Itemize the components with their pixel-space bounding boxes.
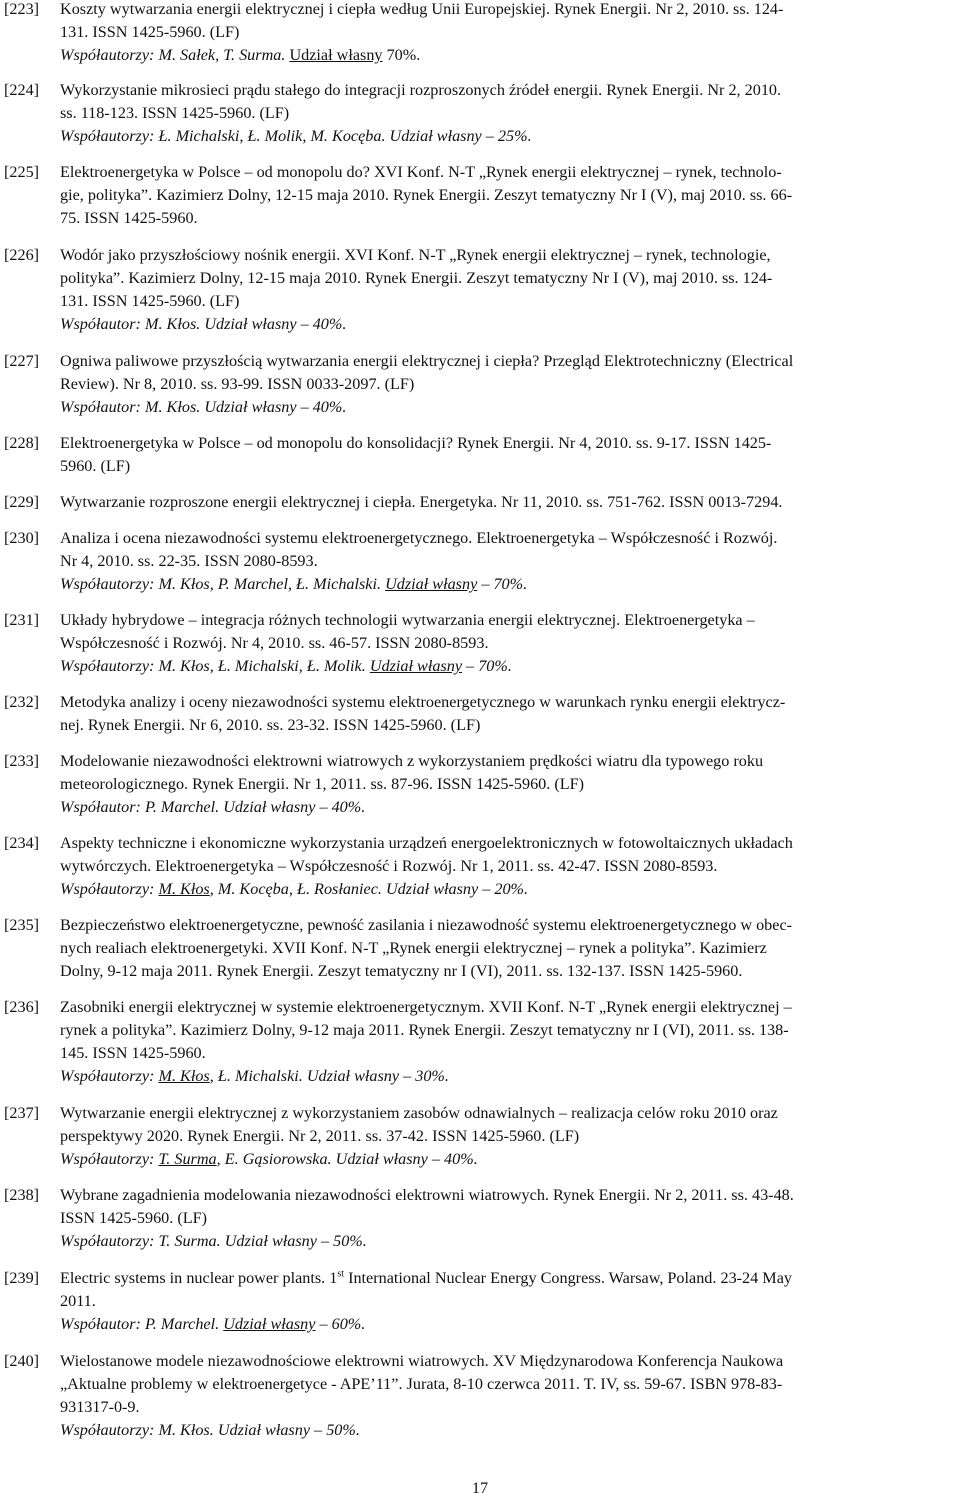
reference-entry (0, 0, 960, 67)
coauthors-line (60, 1313, 952, 1336)
reference-number: [240] (4, 1352, 40, 1370)
coauthors-line (60, 44, 952, 67)
reference-number: [232] (4, 693, 40, 711)
ordinal-superscript: st (337, 1268, 345, 1280)
reference-entry (0, 750, 960, 819)
reference-number: [229] (4, 493, 40, 511)
reference-text: Wytwarzanie rozproszone energii elektrycznej i ciepła. Energetyka. Nr 11, 2010. ss. 751-762. ISSN 0013-7294. (60, 493, 783, 511)
reference-text: Bezpieczeństwo elektroenergetyczne, pewność zasilania i niezawodność systemu elektroenergetycznego w obec- (60, 916, 793, 934)
reference-text: Metodyka analizy i oceny niezawodności systemu elektroenergetycznego w warunkach rynku energii elektrycz- (60, 693, 786, 711)
reference-text: Zasobniki energii elektrycznej w systemie elektroenergetycznym. XVII Konf. N-T „Rynek energii elektrycznej – (60, 998, 792, 1016)
reference-text: Nr 4, 2010. ss. 22-35. ISSN 2080-8593. (60, 552, 318, 570)
reference-entry (0, 244, 960, 336)
reference-number: [224] (4, 81, 40, 99)
coauthors-rest: , Ł. Michalski. Udział własny – 30%. (209, 1067, 449, 1085)
reference-text: Wytwarzanie energii elektrycznej z wykorzystaniem zasobów odnawialnych – realizacja celów roku 2010 oraz (60, 1104, 778, 1122)
reference-text: gie, polityka”. Kazimierz Dolny, 12-15 maja 2010. Rynek Energii. Zeszyt tematyczny Nr I (V), maj 2010. ss. 66- (60, 186, 793, 204)
coauthor-underlined: T. Surma (158, 1150, 217, 1168)
reference-text: ISSN 1425-5960. (LF) (60, 1209, 208, 1227)
reference-text: nych realiach elektroenergetyki. XVII Konf. N-T „Rynek energii elektrycznej – rynek a polityka”. Kazimierz (60, 939, 767, 957)
coauthors-line: Współautor: M. Kłos. Udział własny – 40%. (60, 315, 347, 333)
reference-text: 931317-0-9. (60, 1398, 140, 1416)
reference-text: Dolny, 9-12 maja 2011. Rynek Energii. Zeszyt tematyczny nr I (VI), 2011. ss. 132-137. ISSN 1425-5960. (60, 962, 743, 980)
coauthors-label: Współautor: P. Marchel. (60, 1315, 220, 1333)
coauthors-label: Współautorzy: (60, 1067, 159, 1085)
reference-text: Ogniwa paliwowe przyszłością wytwarzania energii elektrycznej i ciepła? Przegląd Elektrotechniczny (Electrical (60, 352, 794, 370)
reference-number: [227] (4, 352, 40, 370)
reference-number: [236] (4, 998, 40, 1016)
reference-entry (0, 350, 960, 419)
coauthors-label: Współautorzy: M. Sałek, T. Surma. (60, 46, 286, 64)
coauthors-line (60, 1148, 952, 1171)
reference-text: nej. Rynek Energii. Nr 6, 2010. ss. 23-32. ISSN 1425-5960. (LF) (60, 716, 481, 734)
reference-entry (0, 691, 960, 737)
reference-text: ss. 118-123. ISSN 1425-5960. (LF) (60, 104, 290, 122)
reference-number: [234] (4, 834, 40, 852)
reference-text: Wykorzystanie mikrosieci prądu stałego do integracji rozproszonych źródeł energii. Rynek Energii. Nr 2, 2010. (60, 81, 782, 99)
own-share-value: 70%. (382, 46, 421, 64)
own-share-label: Udział własny (223, 1315, 316, 1333)
reference-text-part: Electric systems in nuclear power plants. 1 (60, 1269, 338, 1287)
own-share-label: Udział własny (385, 575, 478, 593)
reference-text: rynek a polityka”. Kazimierz Dolny, 9-12 maja 2011. Rynek Energii. Zeszyt tematyczny nr I (VI), 2011. ss. 138- (60, 1021, 789, 1039)
own-share-value: – 70%. (462, 657, 512, 675)
reference-text: polityka”. Kazimierz Dolny, 12-15 maja 2010. Rynek Energii. Zeszyt tematyczny Nr I (V), maj 2010. ss. 124- (60, 269, 773, 287)
reference-text: perspektywy 2020. Rynek Energii. Nr 2, 2011. ss. 37-42. ISSN 1425-5960. (LF) (60, 1127, 580, 1145)
reference-text: Układy hybrydowe – integracja różnych technologii wytwarzania energii elektrycznej. Elektroenergetyka – (60, 611, 755, 629)
reference-text: Modelowanie niezawodności elektrowni wiatrowych z wykorzystaniem prędkości wiatru dla typowego roku (60, 752, 764, 770)
coauthors-line (60, 655, 952, 678)
coauthors-line (60, 1065, 952, 1088)
coauthors-line: Współautor: P. Marchel. Udział własny – 40%. (60, 798, 366, 816)
reference-number: [238] (4, 1186, 40, 1204)
reference-text-part: International Nuclear Energy Congress. Warsaw, Poland. 23-24 May (344, 1269, 792, 1287)
own-share-label: Udział własny (369, 657, 462, 675)
reference-entry (0, 1350, 960, 1442)
reference-text: Review). Nr 8, 2010. ss. 93-99. ISSN 0033-2097. (LF) (60, 375, 415, 393)
reference-entry (0, 79, 960, 148)
coauthors-line (60, 878, 952, 901)
reference-text: 2011. (60, 1292, 96, 1310)
coauthor-underlined: M. Kłos (158, 1067, 210, 1085)
coauthors-line: Współautor: M. Kłos. Udział własny – 40%. (60, 398, 347, 416)
reference-text (60, 1267, 952, 1290)
own-share-value: – 70%. (477, 575, 528, 593)
reference-entry (0, 432, 960, 478)
reference-text: Koszty wytwarzania energii elektrycznej i ciepła według Unii Europejskiej. Rynek Energii. Nr 2, 2010. ss. 124- (60, 0, 784, 18)
reference-text: meteorologicznego. Rynek Energii. Nr 1, 2011. ss. 87-96. ISSN 1425-5960. (LF) (60, 775, 585, 793)
reference-entry (0, 161, 960, 230)
reference-entry (0, 914, 960, 983)
reference-text: wytwórczych. Elektroenergetyka – Współczesność i Rozwój. Nr 1, 2011. ss. 42-47. ISSN 2080-8593. (60, 857, 718, 875)
coauthors-line: Współautorzy: T. Surma. Udział własny – 50%. (60, 1232, 367, 1250)
reference-text: 75. ISSN 1425-5960. (60, 209, 198, 227)
coauthors-label: Współautorzy: (60, 880, 159, 898)
reference-number: [237] (4, 1104, 40, 1122)
reference-text: Wodór jako przyszłościowy nośnik energii. XVI Konf. N-T „Rynek energii elektrycznej – rynek, technologie, (60, 246, 771, 264)
reference-entry (0, 1184, 960, 1253)
reference-text: 5960. (LF) (60, 457, 131, 475)
reference-entry (0, 1267, 960, 1336)
reference-text: Aspekty techniczne i ekonomiczne wykorzystania urządzeń energoelektronicznych w fotowoltaicznych układach (60, 834, 793, 852)
reference-entry (0, 527, 960, 596)
reference-text: 145. ISSN 1425-5960. (60, 1044, 206, 1062)
reference-number: [226] (4, 246, 40, 264)
reference-entry (0, 996, 960, 1088)
coauthors-line: Współautorzy: Ł. Michalski, Ł. Molik, M. Kocęba. Udział własny – 25%. (60, 127, 532, 145)
reference-number: [235] (4, 916, 40, 934)
reference-number: [230] (4, 529, 40, 547)
reference-number: [239] (4, 1269, 40, 1287)
reference-text: Analiza i ocena niezawodności systemu elektroenergetycznego. Elektroenergetyka – Współczesność i Rozwój. (60, 529, 778, 547)
reference-entry (0, 832, 960, 901)
own-share-label: Udział własny (289, 46, 383, 64)
reference-text: Elektroenergetyka w Polsce – od monopolu do konsolidacji? Rynek Energii. Nr 4, 2010. ss. 9-17. ISSN 1425- (60, 434, 772, 452)
reference-text: Wybrane zagadnienia modelowania niezawodności elektrowni wiatrowych. Rynek Energii. Nr 2, 2011. ss. 43-48. (60, 1186, 794, 1204)
reference-entry (0, 609, 960, 678)
reference-text: 131. ISSN 1425-5960. (LF) (60, 292, 240, 310)
page-number: 17 (471, 1479, 489, 1497)
reference-number: [223] (4, 0, 40, 18)
reference-number: [233] (4, 752, 40, 770)
coauthors-label: Współautorzy: M. Kłos, P. Marchel, Ł. Michalski. (60, 575, 382, 593)
own-share-value: – 60%. (315, 1315, 366, 1333)
coauthor-underlined: M. Kłos (158, 880, 210, 898)
reference-text: 131. ISSN 1425-5960. (LF) (60, 23, 240, 41)
coauthors-rest: , M. Kocęba, Ł. Rosłaniec. Udział własny – 20%. (209, 880, 529, 898)
reference-number: [231] (4, 611, 40, 629)
coauthors-line: Współautorzy: M. Kłos. Udział własny – 50%. (60, 1421, 360, 1439)
coauthors-rest: , E. Gąsiorowska. Udział własny – 40%. (216, 1150, 478, 1168)
coauthors-label: Współautorzy: (60, 1150, 159, 1168)
reference-entry (0, 1102, 960, 1171)
coauthors-label: Współautorzy: M. Kłos, Ł. Michalski, Ł. Molik. (60, 657, 366, 675)
coauthors-line (60, 573, 952, 596)
reference-text: „Aktualne problemy w elektroenergetyce - APE’11”. Jurata, 8-10 czerwca 2011. T. IV, ss. 59-67. ISBN 978-83- (60, 1375, 783, 1393)
reference-number: [225] (4, 163, 40, 181)
reference-number: [228] (4, 434, 40, 452)
reference-text: Wielostanowe modele niezawodnościowe elektrowni wiatrowych. XV Międzynarodowa Konferencja Naukowa (60, 1352, 784, 1370)
reference-text: Współczesność i Rozwój. Nr 4, 2010. ss. 46-57. ISSN 2080-8593. (60, 634, 489, 652)
reference-text: Elektroenergetyka w Polsce – od monopolu do? XVI Konf. N-T „Rynek energii elektrycznej – rynek, technolo- (60, 163, 782, 181)
reference-entry (0, 491, 960, 514)
